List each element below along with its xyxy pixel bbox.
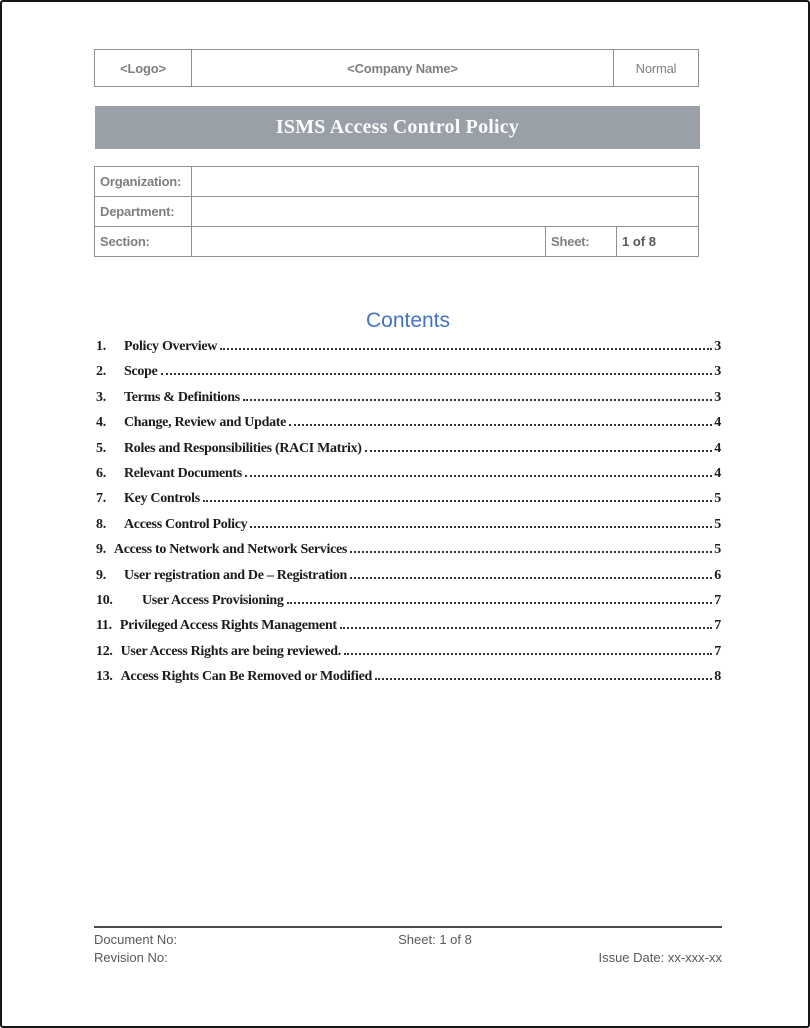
toc-dot-leader [161,373,713,375]
toc-entry[interactable] [96,390,721,415]
toc-dot-leader [289,424,712,426]
toc-entry[interactable] [96,339,721,364]
issue-date-text: Issue Date: xx-xxx-xx [598,949,722,965]
toc-entry-title: Key Controls [124,491,200,507]
toc-entry-title: Policy Overview [124,339,218,354]
document-title-bar [95,106,700,149]
toc-entry[interactable] [96,415,721,440]
toc-entry-page: 4 [714,440,721,456]
sheet-value: 1 of 8 [617,227,699,257]
toc-entry-page: 5 [714,516,721,532]
toc-entry-number: 8. [96,516,106,532]
toc-entry-page: 4 [714,415,721,431]
section-label: Section: [95,227,192,257]
toc-entry-title: Access Control Policy [124,516,248,532]
toc-entry-number: 11. [96,618,112,634]
toc-entry[interactable] [96,364,721,389]
toc-entry[interactable] [96,491,721,516]
doc-classification-cell: Normal [635,60,677,76]
toc-dot-leader [365,450,713,452]
toc-entry[interactable] [96,669,721,694]
department-label: Department: [95,197,192,227]
department-value-field[interactable] [192,197,699,227]
organization-value-field[interactable] [192,167,699,197]
toc-entry-title: Privileged Access Rights Management [119,618,337,634]
footer-row-1 [94,931,722,949]
toc-entry-number: 12. [96,643,113,659]
toc-entry-title: Roles and Responsibilities (RACI Matrix) [124,440,362,456]
toc-dot-leader [245,475,712,477]
table-of-contents [96,339,721,694]
toc-entry-number: 2. [96,364,106,380]
footer-sheet-text: Sheet: 1 of 8 [398,932,472,948]
toc-dot-leader [344,653,712,655]
toc-entry-title: Terms & Definitions [124,389,240,405]
toc-dot-leader [287,602,713,604]
toc-entry[interactable] [96,517,721,542]
toc-entry-number: 9. [96,567,106,583]
toc-entry-number: 4. [96,415,106,431]
page-title: ISMS Access Control Policy [275,116,520,138]
organization-label: Organization: [95,167,192,197]
toc-entry-number: 13. [96,669,113,685]
toc-dot-leader [220,348,712,350]
toc-entry-title: Access Rights Can Be Removed or Modified [120,669,372,685]
toc-entry-number: 3. [96,389,106,405]
revision-no-label: Revision No: [94,949,168,965]
document-no-label: Document No: [94,932,178,948]
toc-dot-leader [203,500,712,502]
toc-entry-page: 7 [714,643,721,659]
section-value-field[interactable] [192,227,546,257]
toc-entry-page: 7 [714,618,721,634]
toc-entry[interactable] [96,568,721,593]
toc-entry[interactable] [96,441,721,466]
logo-placeholder-cell[interactable]: <Logo> [95,50,192,86]
toc-entry-number: 7. [96,491,106,507]
toc-entry[interactable] [96,466,721,491]
toc-entry-page: 3 [714,339,721,354]
toc-entry-title: Scope [124,364,158,380]
toc-entry-page: 6 [714,567,721,583]
toc-entry-title: User registration and De – Registration [124,567,348,583]
toc-dot-leader [350,577,712,579]
toc-entry-title: Change, Review and Update [124,415,287,431]
toc-entry-page: 7 [714,592,721,608]
toc-entry-title: User Access Rights are being reviewed. [120,643,341,659]
toc-entry-title: User Access Provisioning [142,592,284,608]
document-footer [94,926,722,966]
toc-entry[interactable] [96,593,721,618]
toc-entry-number: 6. [96,465,106,481]
toc-entry[interactable] [96,542,721,567]
toc-entry-title: Relevant Documents [124,465,242,481]
toc-entry-page: 3 [714,389,721,405]
sheet-label: Sheet: [546,227,617,257]
toc-entry-number: 9. [96,542,106,558]
company-name-placeholder-cell[interactable]: <Company Name> [192,50,614,86]
contents-heading: Contents [365,309,451,332]
toc-dot-leader [375,678,712,680]
footer-row-2 [94,949,722,967]
toc-entry-title: Access to Network and Network Services [113,542,348,558]
toc-entry[interactable] [96,644,721,669]
toc-entry[interactable] [96,618,721,643]
toc-entry-page: 8 [714,669,721,685]
toc-entry-number: 1. [96,339,106,354]
toc-dot-leader [350,551,712,553]
toc-dot-leader [250,526,712,528]
toc-entry-page: 5 [714,491,721,507]
toc-dot-leader [243,399,712,401]
toc-dot-leader [340,627,713,629]
toc-entry-page: 3 [714,364,721,380]
toc-entry-page: 5 [714,542,721,558]
document-header-table [94,49,699,87]
document-info-table [94,166,699,257]
toc-entry-page: 4 [714,465,721,481]
toc-entry-number: 5. [96,440,106,456]
toc-entry-number: 10. [96,592,113,608]
